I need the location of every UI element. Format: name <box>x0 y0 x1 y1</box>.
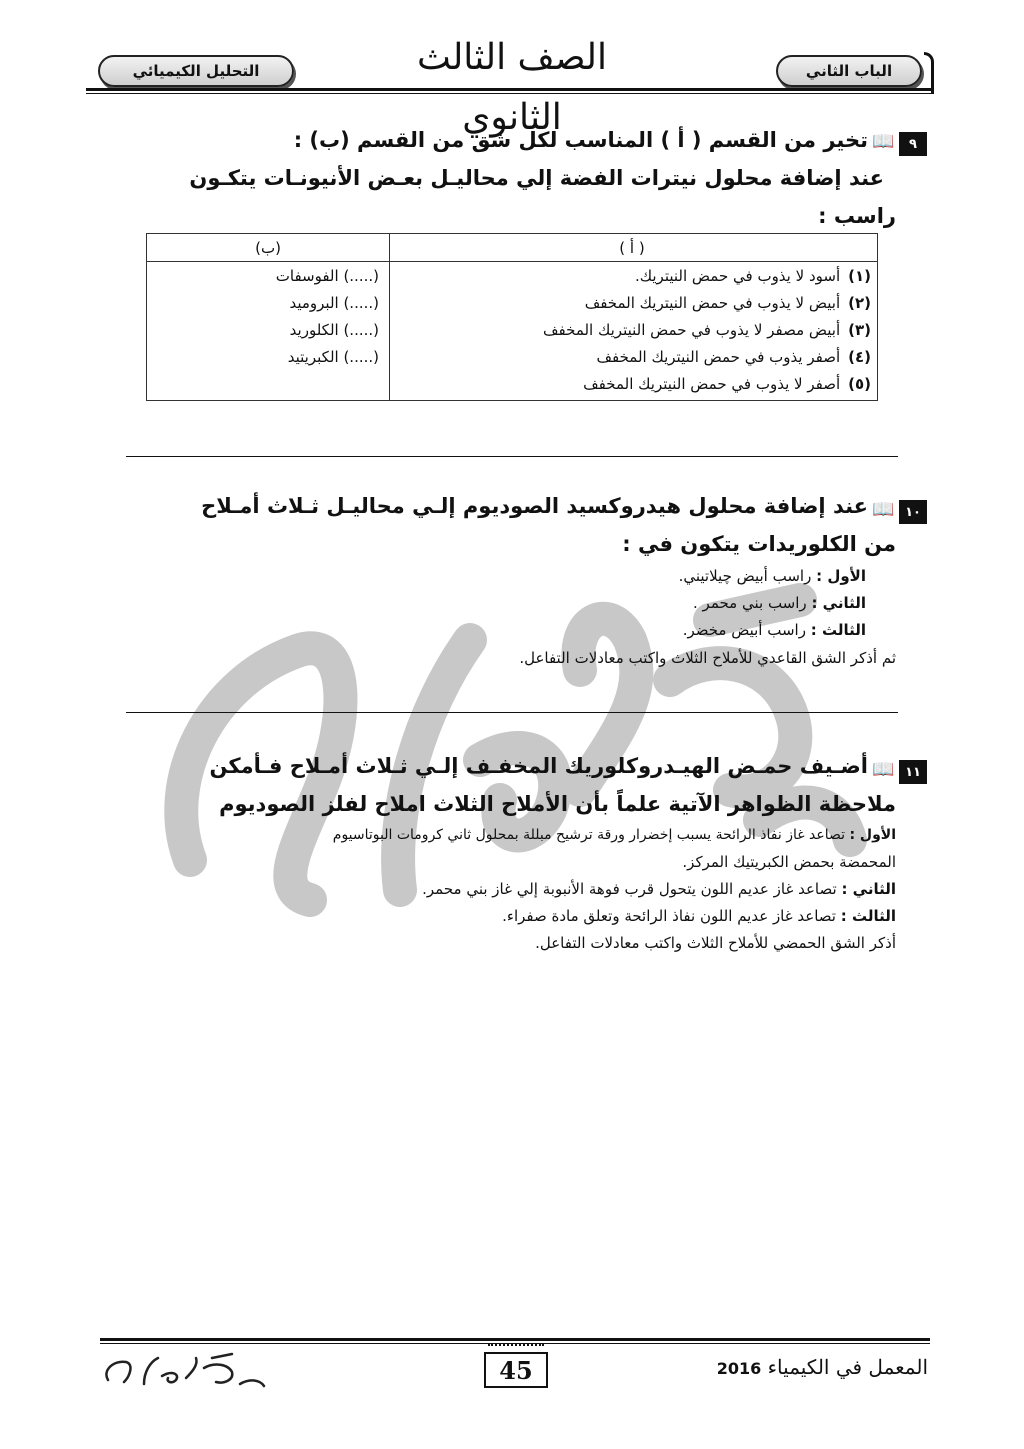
row-a-text: أصفر يذوب في حمض النيتريك المخفف <box>596 348 841 366</box>
page-number: 45 <box>484 1352 548 1388</box>
table-header-b: (ب) <box>147 234 389 262</box>
q10-item-text: راسب أبيض چيلاتيني. <box>678 567 812 585</box>
table-row-a <box>583 370 871 398</box>
header-rule-thin <box>86 93 932 94</box>
author-signature <box>100 1350 270 1394</box>
header-chapter-label <box>776 55 922 87</box>
question-11-title-line2: ملاحظة الظواهر الآتية علماً بأن الأملاح الثلاث املاح لفلز الصوديوم <box>219 792 896 816</box>
q10-item <box>693 590 866 616</box>
q11-first-continued: المحمضة بحمض الكبريتيك المركز. <box>682 853 896 871</box>
q11-third-text: تصاعد غاز عديم اللون نفاذ الرائحة وتعلق مادة صفراء. <box>502 907 836 925</box>
q11-third-label: الثالث : <box>840 907 896 925</box>
q10-item-text: راسب بني محمر . <box>693 594 807 612</box>
q11-second-label: الثاني : <box>841 880 896 898</box>
question-10-title-line2: من الكلوريدات يتكون في : <box>622 532 896 556</box>
footer-brand-text: المعمل في الكيمياء <box>767 1355 928 1379</box>
q10-item-label: الثاني : <box>811 594 866 612</box>
q10-item-label: الثالث : <box>810 621 866 639</box>
header-section-text: التحليل الكيميائي <box>132 62 260 80</box>
book-icon: 📖 <box>872 131 895 152</box>
q10-item-text: راسب أبيض مخضر. <box>682 621 806 639</box>
q10-closing: ثم أذكر الشق القاعدي للأملاح الثلاث واكتب معادلات التفاعل. <box>519 649 896 667</box>
table-row-b: (.....) البروميد <box>289 294 379 312</box>
table-row-a <box>635 262 871 290</box>
row-a-text: أبيض لا يذوب في حمض النيتريك المخفف <box>584 294 841 312</box>
q11-first-label: الأول : <box>849 827 896 843</box>
row-a-text: أسود لا يذوب في حمض النيتريك. <box>634 267 841 285</box>
question-11-number: ١١ <box>899 760 927 784</box>
question-9-title-line2: عند إضافة محلول نيترات الفضة إلي محاليـل بعـض الأنيونـات يتكـون <box>189 166 884 190</box>
table-row-b: (.....) الفوسفات <box>275 267 379 285</box>
header-section-label <box>98 55 294 87</box>
header-chapter-text: الباب الثاني <box>805 62 893 80</box>
table-row-b: (.....) الكلوريد <box>289 321 379 339</box>
q10-item-label: الأول : <box>816 567 866 585</box>
question-9-title: تخير من القسم ( أ ) المناسب لكل شق من القسم (ب) : <box>293 128 868 152</box>
question-9-number: ٩ <box>899 132 927 156</box>
row-a-text: أصفر لا يذوب في حمض النيتريك المخفف <box>583 375 841 393</box>
row-a-number: (٥) <box>848 375 871 393</box>
question-11-title: أضـيف حمـض الهيـدروكلوريك المخفـف إلـي ثـلاث أمـلاح فـأمكن <box>209 754 868 778</box>
row-a-number: (٣) <box>848 321 871 339</box>
row-a-text: أبيض مصفر لا يذوب في حمض النيتريك المخفف <box>543 321 841 339</box>
table-column-divider <box>389 234 390 400</box>
q11-first-text: تصاعد غاز نفاذ الرائحة يسبب إخضرار ورقة ترشيح مبللة بمحلول ثاني كرومات البوتاسيوم <box>332 827 845 843</box>
book-icon: 📖 <box>872 759 895 780</box>
question-10-number: ١٠ <box>899 500 927 524</box>
q11-closing: أذكر الشق الحمضي للأملاح الثلاث واكتب معادلات التفاعل. <box>535 934 896 952</box>
q11-third <box>502 903 896 929</box>
row-a-number: (١) <box>848 267 871 285</box>
q11-second-text: تصاعد غاز عديم اللون يتحول قرب فوهة الأنبوبة إلي غاز بني محمر. <box>422 880 837 898</box>
footer-brand <box>700 1355 928 1379</box>
header-rule <box>86 88 932 91</box>
table-row-a <box>596 343 871 371</box>
section-divider <box>126 456 898 457</box>
q11-first <box>333 822 896 848</box>
table-row-a <box>543 316 871 344</box>
table-row-a <box>585 289 871 317</box>
footer-rule <box>100 1338 930 1341</box>
q10-item <box>679 563 866 589</box>
header-title: الصف الثالث الثانوي <box>416 37 608 138</box>
question-10-title: عند إضافة محلول هيدروكسيد الصوديوم إلـي محاليـل ثـلاث أمـلاح <box>201 494 868 518</box>
table-header-a: ( أ ) <box>387 234 877 262</box>
table-row-b: (.....) الكبريتيد <box>287 348 379 366</box>
matching-table <box>146 233 878 401</box>
q10-item <box>683 617 866 643</box>
q11-second <box>422 876 896 902</box>
section-divider <box>126 712 898 713</box>
footer-year: 2016 <box>716 1359 762 1378</box>
row-a-number: (٤) <box>848 348 871 366</box>
book-icon: 📖 <box>872 499 895 520</box>
row-a-number: (٢) <box>848 294 871 312</box>
question-9-title-line3: راسب : <box>818 204 896 228</box>
